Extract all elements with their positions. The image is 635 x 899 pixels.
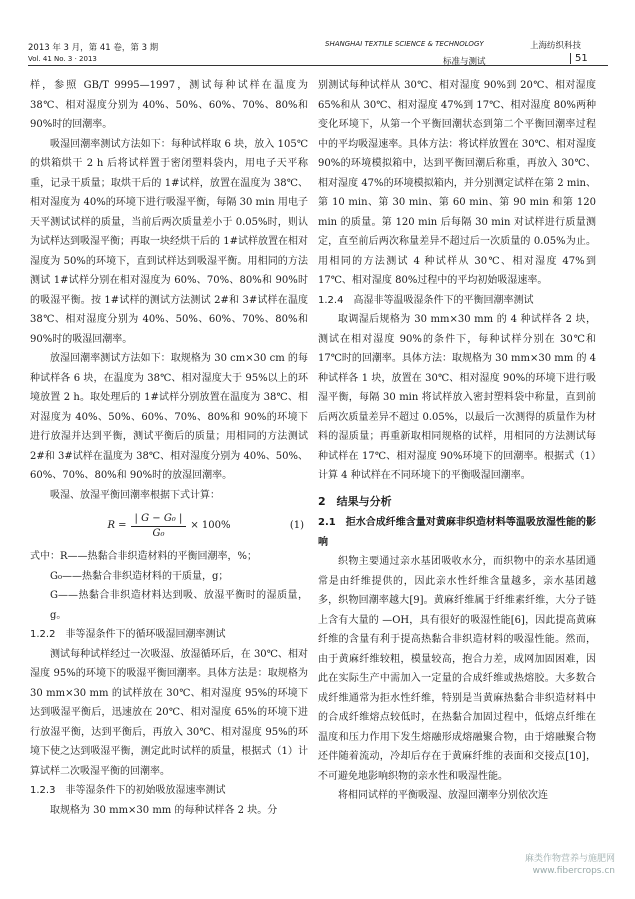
page-number: 51 — [570, 53, 588, 64]
equation-number: (1) — [289, 520, 304, 532]
paragraph: 将相同试样的平衡吸湿、放湿回潮率分别依次连 — [338, 790, 548, 801]
equation-tail: × 100% — [190, 520, 231, 532]
paragraph: 吸湿、放湿平衡回潮率根据下式计算： — [50, 489, 220, 501]
journal-name-cn: 上海纺织科技 — [530, 41, 582, 51]
equation-numerator: | G − G₀ | — [131, 512, 187, 527]
definition-line: G——热黏合非织造材料达到吸、放湿平衡时的湿质量，g。 — [50, 590, 308, 621]
journal-issue-en: Vol. 41 No. 3 · 2013 — [28, 55, 97, 63]
definition-line: 式中：R——热黏合非织造材料的平衡回潮率，%； — [30, 551, 258, 562]
watermark-line: www.fibercrops.cn — [532, 866, 615, 876]
subsection-heading: 1.2.4 高湿非等温吸湿条件下的平衡回潮率测试 — [318, 294, 534, 306]
header-rule — [28, 65, 608, 66]
definition-line: G₀——热黏合非织造材料的干质量，g； — [50, 570, 229, 582]
paragraph: 样，参照 GB/T 9995—1997，测试每种试样在温度为 38℃、相对湿度分别为 40%、50%、60%、70%、80%和 90%时的回潮率。 — [30, 80, 308, 130]
section-name: 标准与测试 — [443, 57, 486, 67]
subsection-heading: 1.2.3 非等湿条件下的初始吸放湿速率测试 — [30, 785, 226, 796]
watermark-line: 麻类作物营养与施肥网 — [524, 854, 615, 864]
paragraph: 放湿回潮率测试方法如下：取规格为 30 cm×30 cm 的每种试样各 6 块，在温度为 38℃、相对湿度大于 95%以上的环境放置 2 h。取处理后的 1#试样分别放置在温度为 38℃、相对湿度为 40%、50%、60%、70%、80%和 90%的环境下进行放湿并达到平衡，测试平衡后的质量；用相同的方法测试 2#和 3#试样在温度为 38℃、相对湿度分别为 40%、50%、60%、70%、80%和 90%时的放湿回潮率。 — [30, 353, 308, 481]
journal-name-en: SHANGHAI TEXTILE SCIENCE & TECHNOLOGY — [325, 40, 484, 48]
right-column — [318, 76, 596, 806]
subsection-heading: 2.1 拒水合成纤维含量对黄麻非织造材料等温吸放湿性能的影响 — [318, 517, 596, 548]
journal-issue-cn: 2013 年 3 月，第 41 卷，第 3 期 — [28, 43, 159, 53]
section-heading: 2 结果与分析 — [318, 494, 392, 508]
equation-definitions — [30, 547, 308, 625]
paragraph: 别测试每种试样从 30℃、相对湿度 90%到 20℃、相对湿度 65%和从 30℃、相对湿度 47%到 17℃、相对湿度 80%两种变化环境下，从第一个平衡回潮状态到第二个平衡回潮率过程中的平均吸湿速率。具体方法：将试样放置在 30℃、相对湿度 90%的环境模拟箱中，达到平衡回潮后称重，再放入 30℃、相对湿度 47%的环境模拟箱内，并分别测定试样在第 2 min、第 10 min、第 30 min、第 60 min、第 90 min 和第 120 min 的质量。第 120 min 后每隔 30 min 对试样进行质量测定，直至前后两次称量差异不超过后一次质量的 0.05%为止。用相同的方法测试 4 种试样从 30℃、相对湿度 47%到 17℃、相对湿度 80%过程中的平均初始吸湿速率。 — [318, 80, 596, 286]
paragraph: 取调湿后规格为 30 mm×30 mm 的 4 种试样各 2 块，测试在相对湿度 90%的条件下，每种试样分别在 30℃和 17℃时的回潮率。具体方法：取规格为 30 mm×30 mm 的 4 种试样各 1 块，放置在 30℃、相对湿度 90%的环境下进行吸湿平衡，每隔 30 min 将试样放入密封塑料袋中称量，直到前后两次质量差异不超过 0.05%，以最后一次测得的质量作为材料的湿质量；再重新取相同规格的试样，用相同的方法测试每种试样在 17℃、相对湿度 90%环境下的回潮率。根据式（1）计算 4 种试样在不同环境下的平衡吸湿回潮率。 — [318, 314, 596, 481]
page-header — [0, 0, 635, 67]
equation-1 — [30, 505, 308, 547]
paragraph: 吸湿回潮率测试方法如下：每种试样取 6 块，放入 105℃的烘箱烘干 2 h 后将试样置于密闭塑料袋内，用电子天平称重，记录干质量；取烘干后的 1#试样，放置在温度为 38℃、相对湿度为 40%的环境下进行吸湿平衡，每隔 30 min 用电子天平测试试样的质量，当前后两次质量差小于 0.05%时，则认为试样达到吸湿平衡；再取一块经烘干后的 1#试样放置在相对湿度为 50%的环境下，直到试样达到吸湿平衡。用相同的方法测试 1#试样分别在相对湿度为 60%、70%、80%和 90%时的吸湿平衡。按 1#试样的测试方法测试 2#和 3#试样在温度 38℃、相对湿度分别为 40%、50%、60%、70%、80%和 90%时的吸湿回潮率。 — [30, 138, 308, 345]
equation-fraction — [131, 512, 187, 541]
equation-lhs: R = — [107, 520, 127, 532]
paragraph: 取规格为 30 mm×30 mm 的每种试样各 2 块。分 — [50, 804, 278, 816]
subsection-heading: 1.2.2 非等湿条件下的循环吸湿回潮率测试 — [30, 629, 226, 640]
equation-denominator: G₀ — [152, 527, 165, 539]
paragraph: 测试每种试样经过一次吸湿、放湿循环后，在 30℃、相对湿度 95%的环境下的吸湿平衡回潮率。具体方法是：取规格为 30 mm×30 mm 的试样放在 30℃、相对湿度 95%的环境下达到吸湿平衡后，迅速放在 20℃、相对湿度 65%的环境下进行放湿平衡，达到平衡后，再放入 30℃、相对湿度 95%的环境下使之达到吸湿平衡，测定此时试样的质量，根据式（1）计算试样二次吸湿平衡的回潮率。 — [30, 648, 308, 777]
left-column — [30, 76, 308, 820]
watermark — [525, 853, 615, 877]
paragraph: 织物主要通过亲水基团吸收水分，而织物中的亲水基团通常是由纤维提供的，因此亲水性纤维含量越多，亲水基团越多，织物回潮率越大[9]。黄麻纤维属于纤维素纤维，大分子链上含有大量的 —OH，具有很好的吸湿性能[6]，因此提高黄麻纤维的含量有利于提高热黏合非织造材料的吸湿性能。然而，由于黄麻纤维较粗，模量较高，抱合力差，成网加固困难，因此在实际生产中需加入一定量的合成纤维或热熔胶。大多数合成纤维通常为拒水性纤维，特别是当黄麻热黏合非织造材料中的合成纤维熔点较低时，在热黏合加固过程中，低熔点纤维在温度和压力作用下发生熔融形成熔融聚合物，由于熔融聚合物还伴随着流动，冷却后存在于黄麻纤维的表面和交接点[10]，不可避免地影响织物的亲水性和吸湿性能。 — [318, 556, 596, 782]
